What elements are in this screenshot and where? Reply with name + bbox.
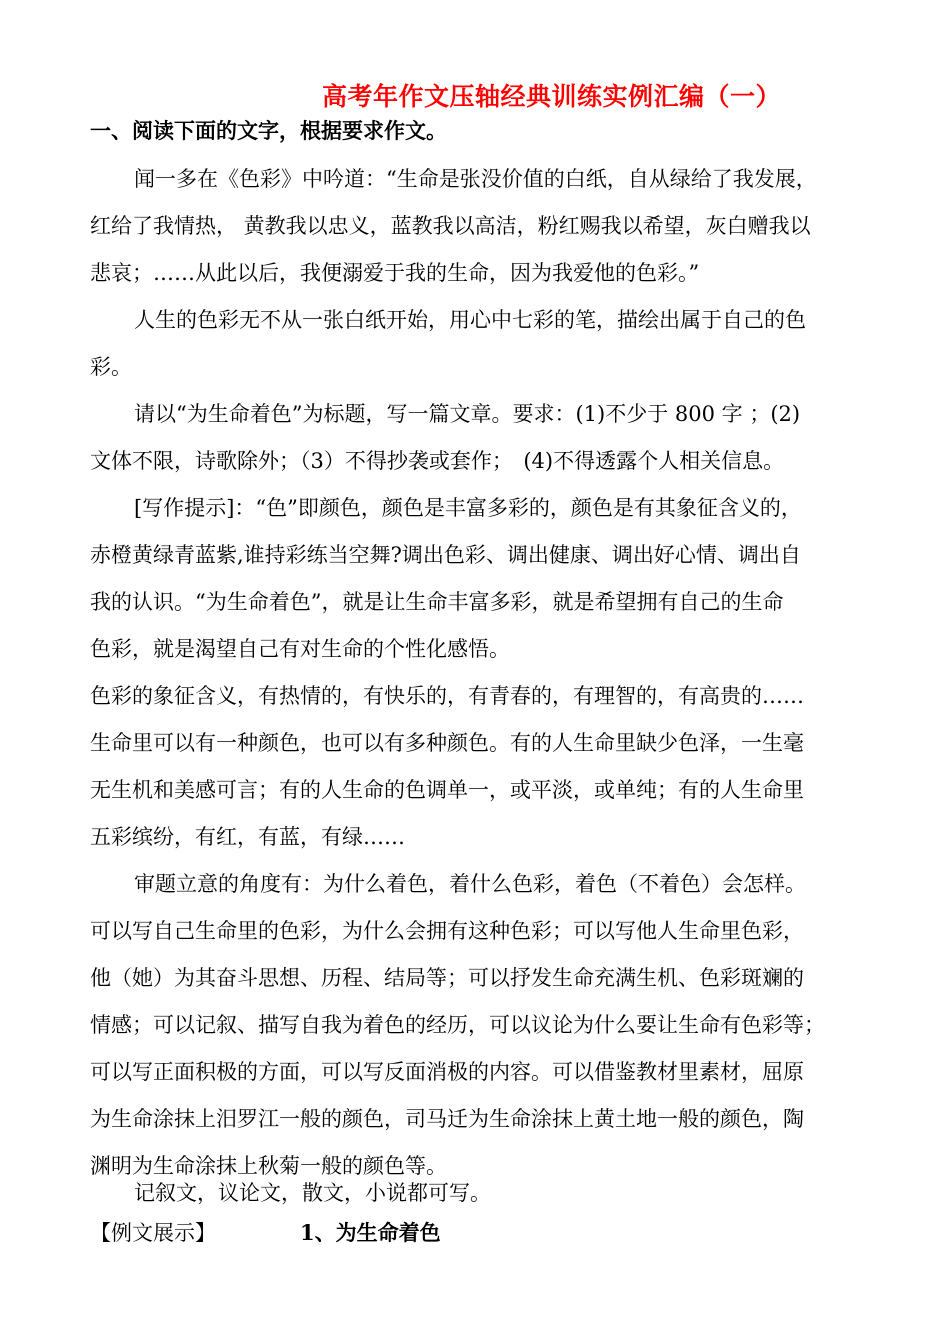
body-line: 请以“为生命着色”为标题，写一篇文章。要求：(1)不少于 800 字 ；(2) <box>134 402 801 426</box>
body-line: 可以写自己生命里的色彩，为什么会拥有这种色彩；可以写他人生命里色彩， <box>90 919 804 943</box>
document-title: 高考年作文压轴经典训练实例汇编（一） <box>322 82 782 111</box>
body-line: 悲哀；……从此以后，我便溺爱于我的生命，因为我爱他的色彩。” <box>90 261 700 285</box>
body-line: 无生机和美感可言；有的人生命的色调单一，或平淡，或单纯；有的人生命里 <box>90 778 804 802</box>
body-line: 赤橙黄绿青蓝紫,谁持彩练当空舞?调出色彩、调出健康、调出好心情、调出自 <box>90 543 801 567</box>
body-line: 为生命涂抹上汨罗江一般的颜色，司马迁为生命涂抹上黄土地一般的颜色，陶 <box>90 1107 804 1131</box>
body-line: 我的认识。“为生命着色”，就是让生命丰富多彩，就是希望拥有自己的生命 <box>90 590 784 614</box>
body-line: 色彩，就是渴望自己有对生命的个性化感悟。 <box>90 637 510 661</box>
body-line: 渊明为生命涂抹上秋菊一般的颜色等。 <box>90 1154 447 1178</box>
body-line: 闻一多在《色彩》中吟道：“生命是张没价值的白纸，自从绿给了我发展， <box>134 167 817 191</box>
section-heading: 一、阅读下面的文字，根据要求作文。 <box>90 118 447 143</box>
body-line: 彩。 <box>90 355 132 379</box>
body-line: 红给了我情热， 黄教我以忠义，蓝教我以高洁，粉红赐我以希望，灰白赠我以 <box>90 214 811 238</box>
body-line: [写作提示]：“色”即颜色，颜色是丰富多彩的，颜色是有其象征含义的， <box>134 496 802 520</box>
example-title: 1、为生命着色 <box>300 1220 441 1245</box>
body-line: 文体不限，诗歌除外；（3）不得抄袭或套作； (4)不得透露个人相关信息。 <box>90 449 785 473</box>
body-line: 生命里可以有一种颜色，也可以有多种颜色。有的人生命里缺少色泽，一生毫 <box>90 731 804 755</box>
body-line: 审题立意的角度有：为什么着色，着什么色彩，着色（不着色）会怎样。 <box>134 872 806 896</box>
example-label: 【例文展示】 <box>90 1221 216 1245</box>
body-line: 可以写正面积极的方面，可以写反面消极的内容。可以借鉴教材里素材，屈原 <box>90 1060 804 1084</box>
body-line: 色彩的象征含义，有热情的，有快乐的，有青春的，有理智的，有高贵的…… <box>90 684 804 708</box>
body-line: 记叙文，议论文，散文，小说都可写。 <box>134 1181 491 1205</box>
body-line: 情感；可以记叙、描写自我为着色的经历，可以议论为什么要让生命有色彩等； <box>90 1013 825 1037</box>
body-line: 五彩缤纷，有红，有蓝，有绿…… <box>90 825 405 849</box>
body-line: 他（她）为其奋斗思想、历程、结局等；可以抒发生命充满生机、色彩斑斓的 <box>90 966 804 990</box>
body-line: 人生的色彩无不从一张白纸开始，用心中七彩的笔，描绘出属于自己的色 <box>134 308 806 332</box>
